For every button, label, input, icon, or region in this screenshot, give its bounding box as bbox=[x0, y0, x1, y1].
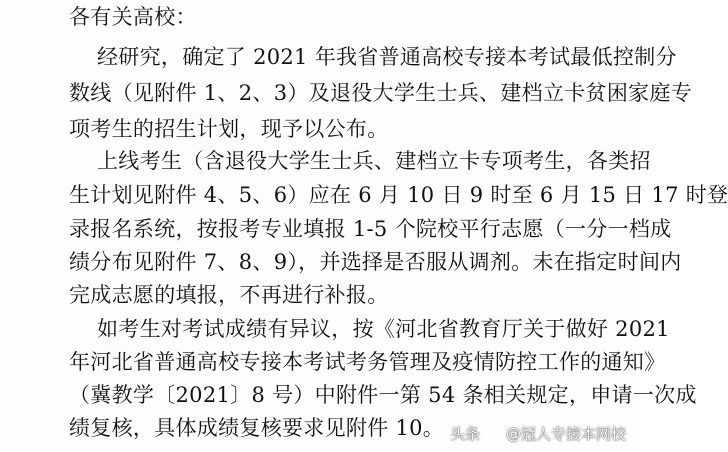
salutation-line: 各有关高校： bbox=[69, 5, 197, 29]
paragraph-3-line-3: （冀教学〔2021〕8 号）中附件一第 54 条相关规定，申请一次成 bbox=[69, 383, 697, 407]
at-icon bbox=[484, 425, 502, 443]
paragraph-2-line-5: 完成志愿的填报，不再进行补报。 bbox=[69, 283, 389, 307]
paragraph-3-line-1: 如考生对考试成绩有异议，按《河北省教育厅关于做好 2021 bbox=[97, 317, 670, 341]
paragraph-2-line-2: 生计划见附件 4、5、6）应在 6 月 10 日 9 时至 6 月 15 日 17 时登 bbox=[69, 183, 728, 207]
paragraph-1-line-3: 项考生的招生计划，现予以公布。 bbox=[69, 117, 389, 141]
paragraph-1-line-1: 经研究，确定了 2021 年我省普通高校专接本考试最低控制分 bbox=[97, 45, 677, 69]
paragraph-2-line-4: 绩分布见附件 7、8、9），并选择是否服从调剂。未在指定时间内 bbox=[69, 250, 682, 274]
paragraph-3-line-4: 绩复核，具体成绩复核要求见附件 10。 bbox=[69, 416, 445, 440]
watermark-handle: @冠人专接本网校 bbox=[505, 425, 626, 443]
paragraph-2-line-3: 录报名系统，按报考专业填报 1-5 个院校平行志愿（一分一档成 bbox=[69, 217, 672, 241]
toutiao-watermark bbox=[444, 422, 632, 446]
paragraph-3-line-2: 年河北省普通高校专接本考试考务管理及疫情防控工作的通知》 bbox=[69, 350, 666, 374]
watermark-prefix: 头条 bbox=[449, 425, 480, 443]
paragraph-2-line-1: 上线考生（含退役大学生士兵、建档立卡专项考生，各类招 bbox=[97, 149, 651, 173]
paragraph-1-line-2: 数线（见附件 1、2、3）及退役大学生士兵、建档立卡贫困家庭专 bbox=[69, 81, 693, 105]
